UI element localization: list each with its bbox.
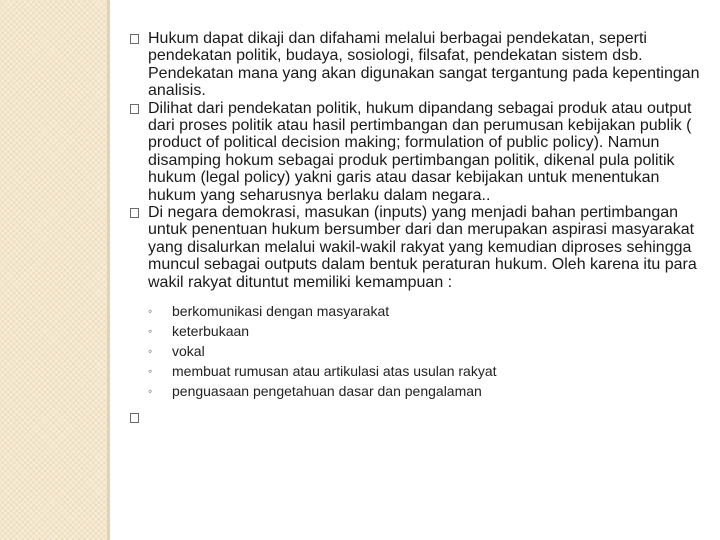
decorative-side-panel <box>0 0 107 540</box>
sub-bullet-icon: ◦ <box>148 384 153 399</box>
bullet-text: Di negara demokrasi, masukan (inputs) yang menjadi bahan pertimbangan untuk penentuan hukum bersumber dari dan merupakan aspirasi masyarakat yang disalurkan melalui wakil-wakil rakyat yang kemudian diproses sehingga muncul sebagai outputs dalam bentuk peraturan hukum. Oleh karena itu para wakil rakyat dituntut memiliki kemampuan : <box>148 204 697 291</box>
slide-content <box>130 30 702 425</box>
sub-bullet-text: vokal <box>172 343 205 360</box>
sub-bullet-icon: ◦ <box>148 364 153 379</box>
sub-bullet-item <box>148 361 702 381</box>
sub-bullet-text: membuat rumusan atau artikulasi atas usulan rakyat <box>172 363 497 380</box>
side-panel-edge <box>107 0 110 540</box>
bullet-text: Hukum dapat dikaji dan difahami melalui berbagai pendekatan, seperti pendekatan politik, budaya, sosiologi, filsafat, pendekatan sistem dsb. Pendekatan mana yang akan digunakan sangat tergantung pada kepentingan analisis. <box>148 30 700 100</box>
bullet-item <box>130 204 702 291</box>
sub-bullet-icon: ◦ <box>148 324 153 339</box>
sub-bullet-icon: ◦ <box>148 344 153 359</box>
bullet-box-icon <box>130 104 139 114</box>
empty-bullet-item <box>130 409 702 425</box>
bullet-box-icon <box>130 208 139 218</box>
bullet-item <box>130 100 702 204</box>
sub-bullet-item <box>148 381 702 401</box>
bullet-box-icon <box>130 34 139 44</box>
sub-bullet-text: berkomunikasi dengan masyarakat <box>172 303 390 320</box>
sub-bullet-list <box>148 301 702 401</box>
bullet-item <box>130 30 702 100</box>
bullet-box-icon <box>130 413 139 423</box>
sub-bullet-item <box>148 341 702 361</box>
sub-bullet-icon: ◦ <box>148 304 153 319</box>
bullet-text: Dilihat dari pendekatan politik, hukum dipandang sebagai produk atau output dari proses politik atau hasil pertimbangan dan perumusan kebijakan publik ( product of political decision making; formulation of public policy). Namun disamping hokum sebagai produk pertimbangan politik, dikenal pula politik hukum (legal policy) yakni garis atau dasar kebijakan untuk menentukan hukum yang seharusnya berlaku dalam negara.. <box>148 99 692 204</box>
sub-bullet-item <box>148 301 702 321</box>
sub-bullet-item <box>148 321 702 341</box>
sub-bullet-text: penguasaan pengetahuan dasar dan pengalaman <box>172 383 482 400</box>
sub-bullet-text: keterbukaan <box>172 323 250 340</box>
